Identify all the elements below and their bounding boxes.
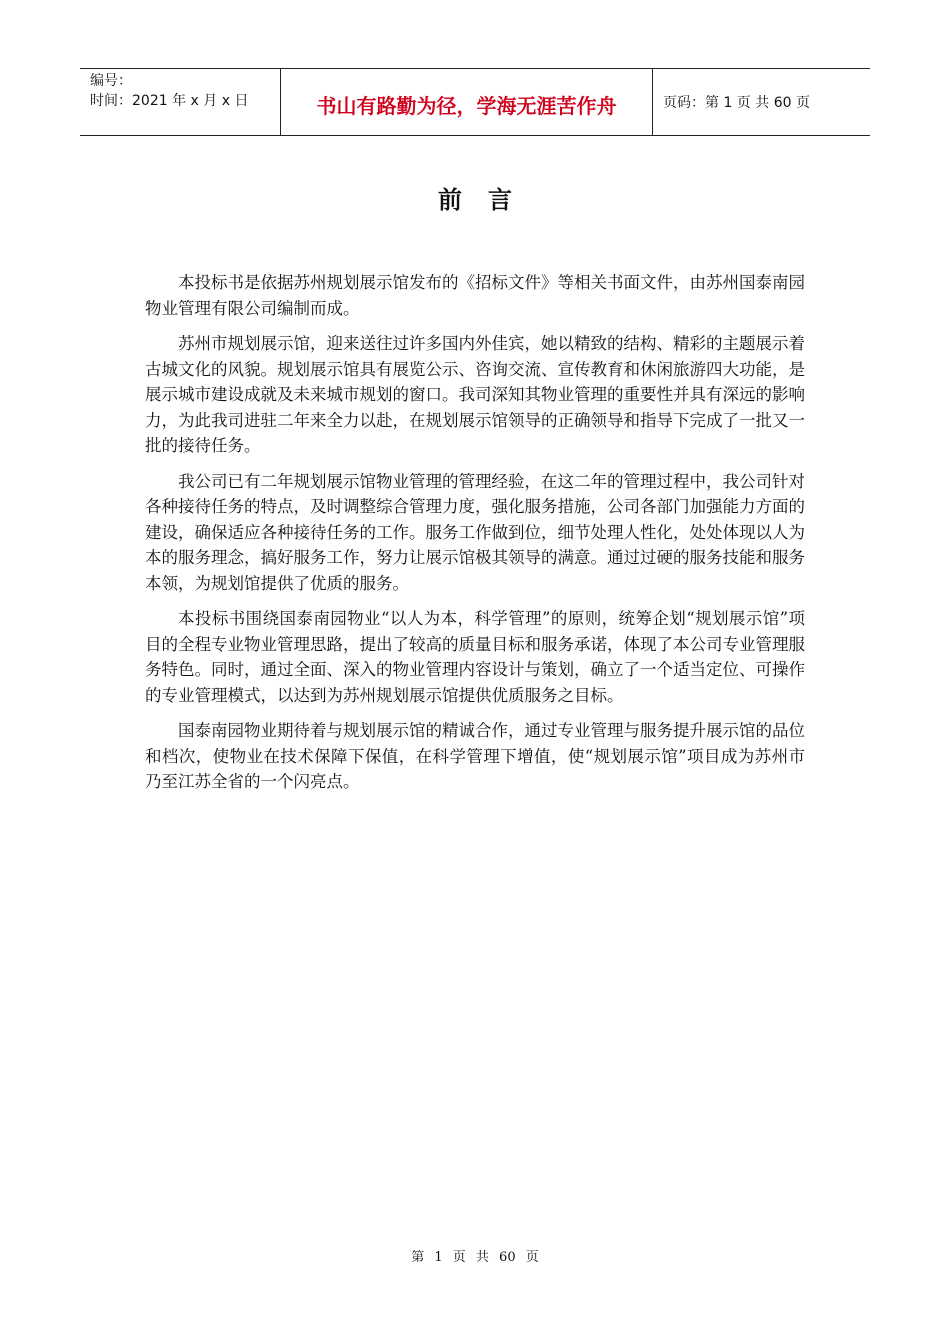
document-body (145, 270, 805, 805)
header-page-cell (653, 69, 870, 135)
paragraph: 苏州市规划展示馆，迎来送往过许多国内外佳宾，她以精致的结构、精彩的主题展示着古城文化的风貌。规划展示馆具有展览公示、咨询交流、宣传教育和休闲旅游四大功能，是展示城市建设成就及未来城市规划的窗口。我司深知其物业管理的重要性并具有深远的影响力，为此我司进驻二年来全力以赴，在规划展示馆领导的正确领导和指导下完成了一批又一批的接待任务。 (145, 334, 805, 455)
page-header (80, 68, 870, 136)
paragraph: 本投标书围绕国泰南园物业“以人为本，科学管理”的原则，统筹企划“规划展示馆”项目的全程专业物业管理思路，提出了较高的质量目标和服务承诺，体现了本公司专业管理服务特色。同时，通过全面、深入的物业管理内容设计与策划，确立了一个适当定位、可操作的专业管理模式，以达到为苏州规划展示馆提供优质服务之目标。 (145, 609, 805, 705)
paragraph: 本投标书是依据苏州规划展示馆发布的《招标文件》等相关书面文件，由苏州国泰南园物业管理有限公司编制而成。 (145, 273, 805, 318)
document-title: 前言 (438, 186, 538, 214)
paragraph: 国泰南园物业期待着与规划展示馆的精诚合作，通过专业管理与服务提升展示馆的品位和档次，使物业在技术保障下保值，在科学管理下增值，使“规划展示馆”项目成为苏州市乃至江苏全省的一个闪亮点。 (145, 721, 805, 791)
header-meta-cell (80, 69, 281, 135)
page-code: 页码：第 1 页 共 60 页 (663, 95, 810, 111)
paragraph: 我公司已有二年规划展示馆物业管理的管理经验，在这二年的管理过程中，我公司针对各种接待任务的特点，及时调整综合管理力度，强化服务措施，公司各部门加强能力方面的建设，确保适应各种接待任务的工作。服务工作做到位，细节处理人性化，处处体现以人为本的服务理念，搞好服务工作，努力让展示馆极其领导的满意。通过过硬的服务技能和服务本领，为规划馆提供了优质的服务。 (145, 471, 805, 593)
motto-text: 书山有路勤为径，学海无涯苦作舟 (316, 93, 617, 118)
time-label: 时间：2021 年 x 月 x 日 (90, 93, 249, 109)
page-footer: 第 1 页 共 60 页 (411, 1250, 539, 1265)
header-motto-cell (281, 69, 653, 135)
number-label: 编号： (90, 73, 132, 89)
